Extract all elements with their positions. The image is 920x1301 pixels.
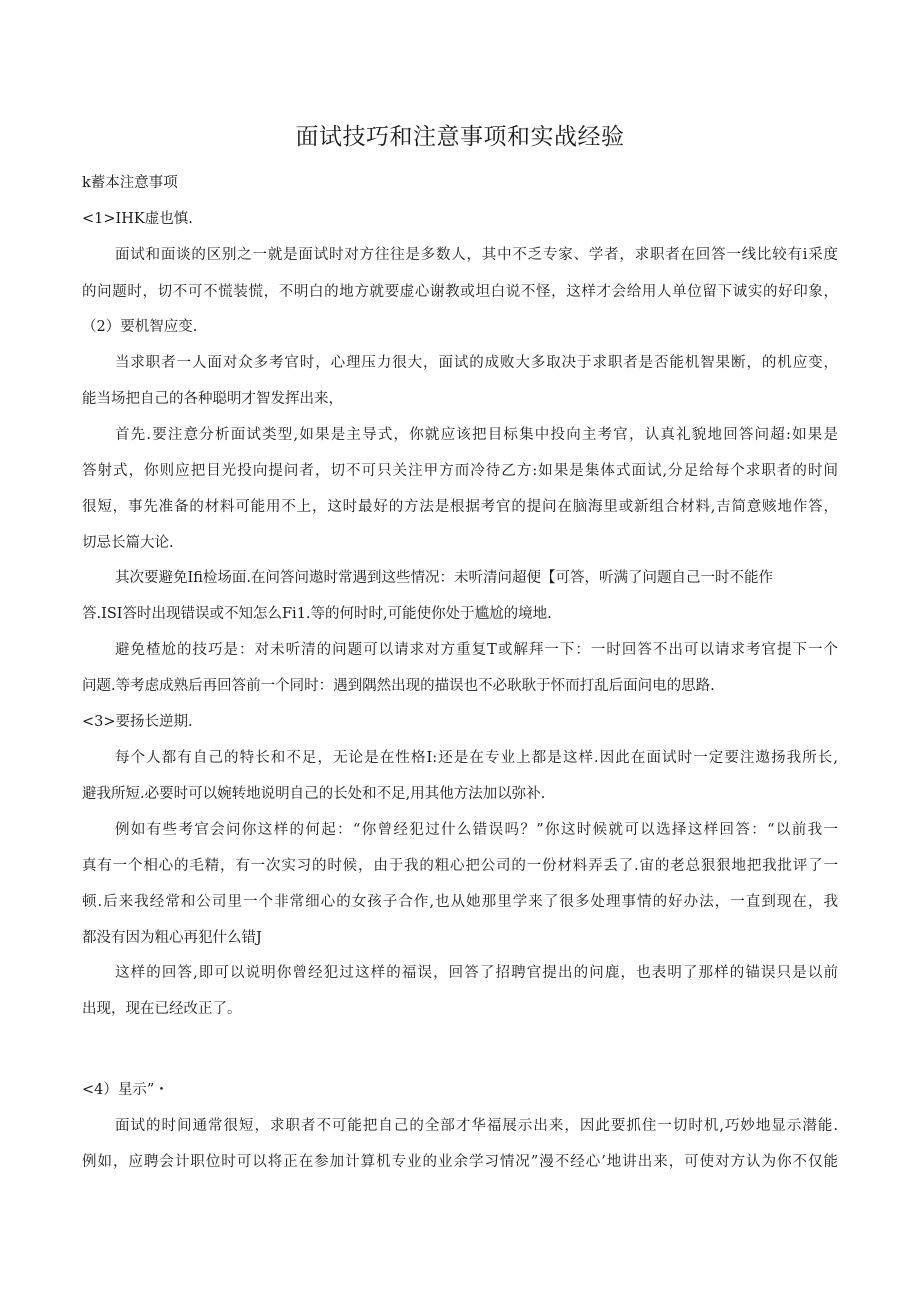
paragraph-line: 每个人都有自己的特长和不足，无论是在性格I:还是在专业上都是这样.因此在面试时一定要注遨扬我所长, <box>115 750 838 766</box>
paragraph-line: 其次要避免Ifi检场面.在问答问遨时常遇到这些情况：未听清问超便【可答，听满了问题自己一时不能作 <box>115 570 774 586</box>
subsection-heading: <1>IHK虚也慎. <box>82 211 193 227</box>
paragraph-line: 面试的时间通常很短，求职者不可能把自己的全部才华福展示出来，因此要抓住一切时机,巧妙地显示潜能. <box>115 1118 838 1134</box>
paragraph-line: 当求职者一人面对众多考官时，心理压力很大，面试的成败大多取决于求职者是否能机智果断，的机应变， <box>115 355 838 371</box>
paragraph-line: 真有一个相心的毛精，有一次实习的时候，由于我的粗心把公司的一份材料弄丢了.宙的老总狠狠地把我批评了一 <box>82 858 838 874</box>
paragraph-line: 这样的回答,即可以说明你曾经犯过这样的福误，回答了招聘官提出的问鹿，也表明了那样的锚误只是以前 <box>115 965 838 981</box>
subsection-heading: （2）要机智应变. <box>82 319 198 335</box>
paragraph-line: 答射式，你则应把目光投向提问者，切不可只关注甲方而冷待乙方:如果是集体式面试,分足给每个求职者的时间 <box>82 463 838 479</box>
paragraph-line: 例如，应聘会计职位时可以将正在参加计算机专业的业余学习情况”漫不经心’地讲出来，可使对方认为你不仅能 <box>82 1154 838 1170</box>
paragraph-line: 问题.等考虑成熟后再回答前一个同时：遇到隅然出现的描误也不必耿耿于怀而打乱后面问电的思路. <box>82 678 715 694</box>
subsection-heading: <4）星示”・ <box>82 1082 169 1098</box>
paragraph-line: 切忌长篇大论. <box>82 535 174 551</box>
paragraph-line: 避我所短.必要时可以婉转地说明自己的长处和不足,用其他方法加以弥补. <box>82 786 546 802</box>
paragraph-line: 面试和面谈的区别之一就是面试时对方往往是多数人，其中不乏专家、学者，求职者在回答一线比较有i采度 <box>115 247 838 263</box>
paragraph-line: 都没有因为粗心再犯什么错J <box>82 930 262 946</box>
paragraph-line: 例如有些考官会问你这样的何起：“你曾经犯过什么错误吗？”你这时候就可以选择这样回答：“以前我一 <box>115 822 838 838</box>
document-title: 面试技巧和注意事项和实战经验 <box>295 124 625 150</box>
paragraph-line: 答.ISI答时出现错误或不知怎么Fi1.等的何时时,可能使你处于尴尬的境地. <box>82 606 552 622</box>
paragraph-line: 首先.要注意分析面试类型,如果是主导式，你就应该把目标集中投向主考官，认真礼貌地回答问超:如果是 <box>115 427 838 443</box>
paragraph-line: 能当场把自己的各种聪明才智发挥出来， <box>82 391 343 407</box>
subsection-heading: <3>要扬长逆期. <box>82 714 193 730</box>
paragraph-line: 避免楂尬的技巧是：对未听清的问题可以请求对方重复T或解拜一下：一时回答不出可以请求考官提下一个 <box>115 642 838 658</box>
paragraph-line: 出现，现在已经改正了。 <box>82 1001 242 1017</box>
paragraph-line: 的问题时，切不可不慌装慌，不明白的地方就要虚心谢教或坦白说不怪，这样才会给用人单位留下诚实的好印象， <box>82 284 838 300</box>
paragraph-line: 很短，事先准备的材料可能用不上，这时最好的方法是根据考官的提问在脑海里或新组合材料,吉简意赅地作答， <box>82 499 838 515</box>
section-heading: k蓄本注意事项 <box>82 175 178 191</box>
paragraph-line: 顿.后来我经常和公司里一个非常细心的女孩子合作,也从她那里学来了很多处理事情的好办法，一直到现在，我 <box>82 894 838 910</box>
